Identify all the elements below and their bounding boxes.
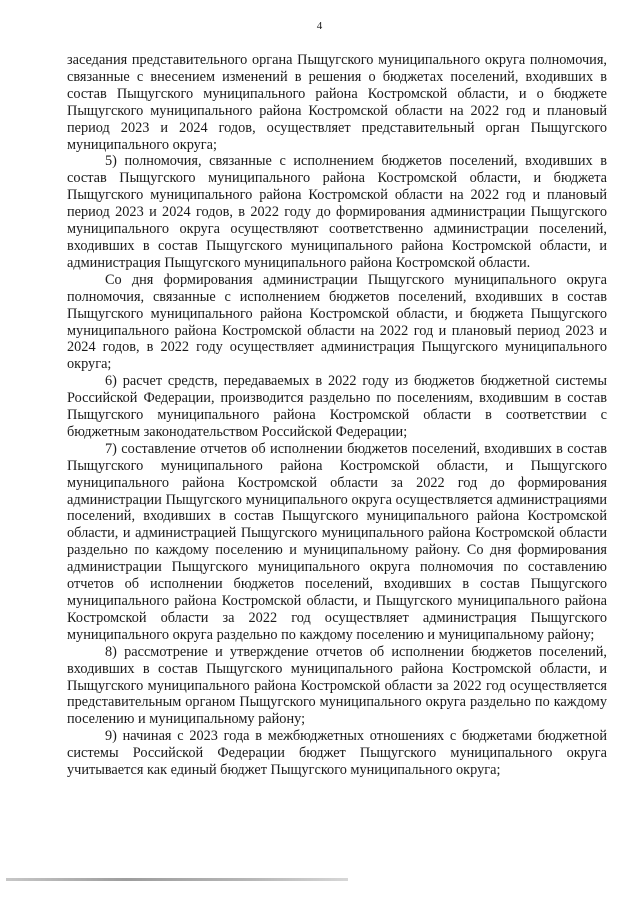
scan-edge-line (6, 878, 348, 881)
paragraph-item-9: 9) начиная с 2023 года в межбюджетных отношениях с бюджетами бюджетной системы Российской Федерации бюджет Пыщугского муниципального округа учитывается как единый бюджет Пыщугского муниципального округа; (67, 728, 607, 779)
paragraph-item-7: 7) составление отчетов об исполнении бюджетов поселений, входивших в состав Пыщугского муниципального района Костромской области, и Пыщугского муниципального района Костромской области за 2022 год до формирования администрации Пыщугского муниципального округа осуществляется администрациями поселений, входивших в состав Пыщугского муниципального района Костромской области, и администрацией Пыщугского муниципального района Костромской области раздельно по каждому поселению и муниципальному району. Со дня формирования администрации Пыщугского муниципального округа полномочия по составлению отчетов об исполнении бюджетов поселений, входивших в состав Пыщугского муниципального района Костромской области, и Пыщугского муниципального района Костромской области за 2022 год осуществляет администрация Пыщугского муниципального округа раздельно по каждому поселению и муниципальному району; (67, 440, 607, 643)
paragraph-item-6: 6) расчет средств, передаваемых в 2022 году из бюджетов бюджетной системы Российской Федерации, производится раздельно по поселениям, входившим в состав Пыщугского муниципального района Костромской области в соответствии с бюджетным законодательством Российской Федерации; (67, 373, 607, 440)
page-number: 4 (316, 20, 323, 32)
document-body (67, 52, 607, 779)
paragraph-continuation: заседания представительного органа Пыщугского муниципального округа полномочия, связанные с внесением изменений в решения о бюджетах поселений, входивших в состав Пыщугского муниципального района Костромской области, и о бюджете Пыщугского муниципального района Костромской области на 2022 год и плановый период 2023 и 2024 годов, осуществляет представительный орган Пыщугского муниципального округа; (67, 52, 607, 153)
paragraph-item-5: 5) полномочия, связанные с исполнением бюджетов поселений, входивших в состав Пыщугского муниципального района Костромской области, и бюджета Пыщугского муниципального района Костромской области на 2022 год и плановый период 2023 и 2024 годов, в 2022 году до формирования администрации Пыщугского муниципального округа осуществляют соответственно администрации поселений, входивших в состав Пыщугского муниципального района Костромской области, и администрация Пыщугского муниципального района Костромской области. (67, 153, 607, 271)
paragraph-item-5-continued: Со дня формирования администрации Пыщугского муниципального округа полномочия, связанные с исполнением бюджетов поселений, входивших в состав Пыщугского муниципального района Костромской области, и бюджета Пыщугского муниципального района Костромской области на 2022 год и плановый период 2023 и 2024 годов, в 2022 году осуществляет администрация Пыщугского муниципального округа; (67, 271, 607, 373)
paragraph-item-8: 8) рассмотрение и утверждение отчетов об исполнении бюджетов поселений, входивших в состав Пыщугского муниципального района Костромской области, и Пыщугского муниципального района Костромской области за 2022 год осуществляется представительным органом Пыщугского муниципального округа раздельно по каждому поселению и муниципальному району; (67, 643, 607, 728)
